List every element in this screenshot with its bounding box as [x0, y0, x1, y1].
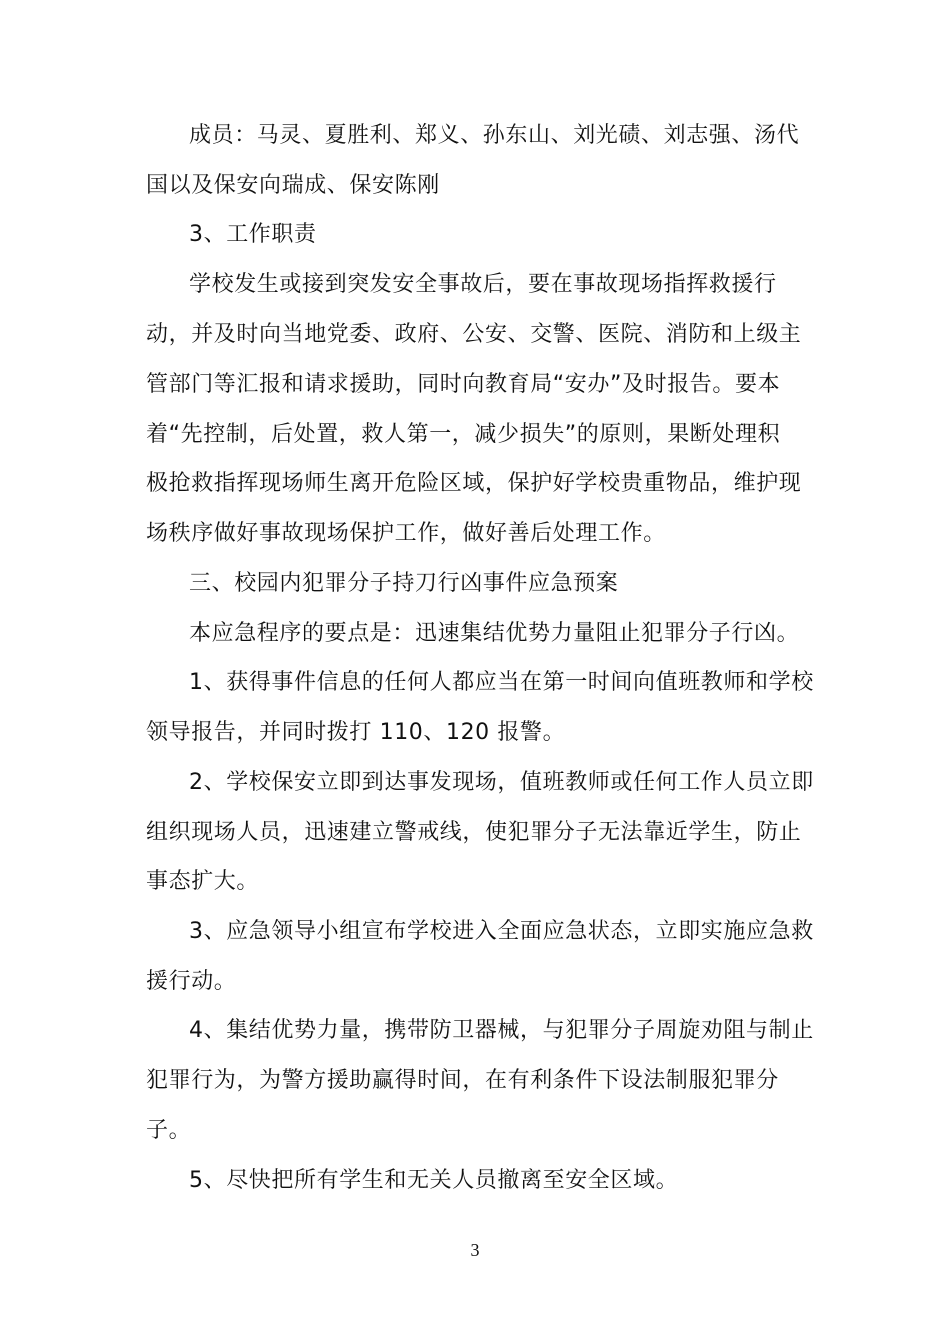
text-line: 场秩序做好事故现场保护工作，做好善后处理工作。 [146, 521, 666, 546]
list-item: 4、集结优势力量，携带防卫器械，与犯罪分子周旋劝阻与制止 [189, 1018, 814, 1043]
text-line: 着“先控制，后处置，救人第一，减少损失”的原则，果断处理积 [146, 422, 781, 447]
text-line: 学校发生或接到突发安全事故后，要在事故现场指挥救援行 [189, 272, 777, 297]
text-line: 事态扩大。 [146, 869, 260, 894]
text-line: 极抢救指挥现场师生离开危险区域，保护好学校贵重物品，维护现 [146, 471, 802, 496]
section-heading: 3、工作职责 [189, 222, 317, 247]
text-line: 成员：马灵、夏胜利、郑义、孙东山、刘光碛、刘志强、汤代 [189, 123, 800, 148]
list-item: 5、尽快把所有学生和无关人员撤离至安全区域。 [189, 1168, 679, 1193]
section-heading: 三、校园内犯罪分子持刀行凶事件应急预案 [189, 571, 619, 596]
text-line: 领导报告，并同时拨打 110、120 报警。 [146, 720, 566, 745]
text-line: 国以及保安向瑞成、保安陈刚 [146, 173, 440, 198]
text-line: 子。 [146, 1118, 192, 1143]
text-line: 援行动。 [146, 969, 237, 994]
text-line: 管部门等汇报和请求援助，同时向教育局“安办”及时报告。要本 [146, 372, 781, 397]
list-item: 1、获得事件信息的任何人都应当在第一时间向值班教师和学校 [189, 670, 814, 695]
text-line: 组织现场人员，迅速建立警戒线，使犯罪分子无法靠近学生，防止 [146, 820, 802, 845]
text-line: 犯罪行为，为警方援助赢得时间，在有利条件下设法制服犯罪分 [146, 1068, 779, 1093]
text-line: 动，并及时向当地党委、政府、公安、交警、医院、消防和上级主 [146, 322, 802, 347]
page-number: 3 [470, 1240, 480, 1260]
list-item: 2、学校保安立即到达事发现场，值班教师或任何工作人员立即 [189, 770, 814, 795]
list-item: 3、应急领导小组宣布学校进入全面应急状态，立即实施应急救 [189, 919, 814, 944]
text-line: 本应急程序的要点是：迅速集结优势力量阻止犯罪分子行凶。 [189, 621, 800, 646]
